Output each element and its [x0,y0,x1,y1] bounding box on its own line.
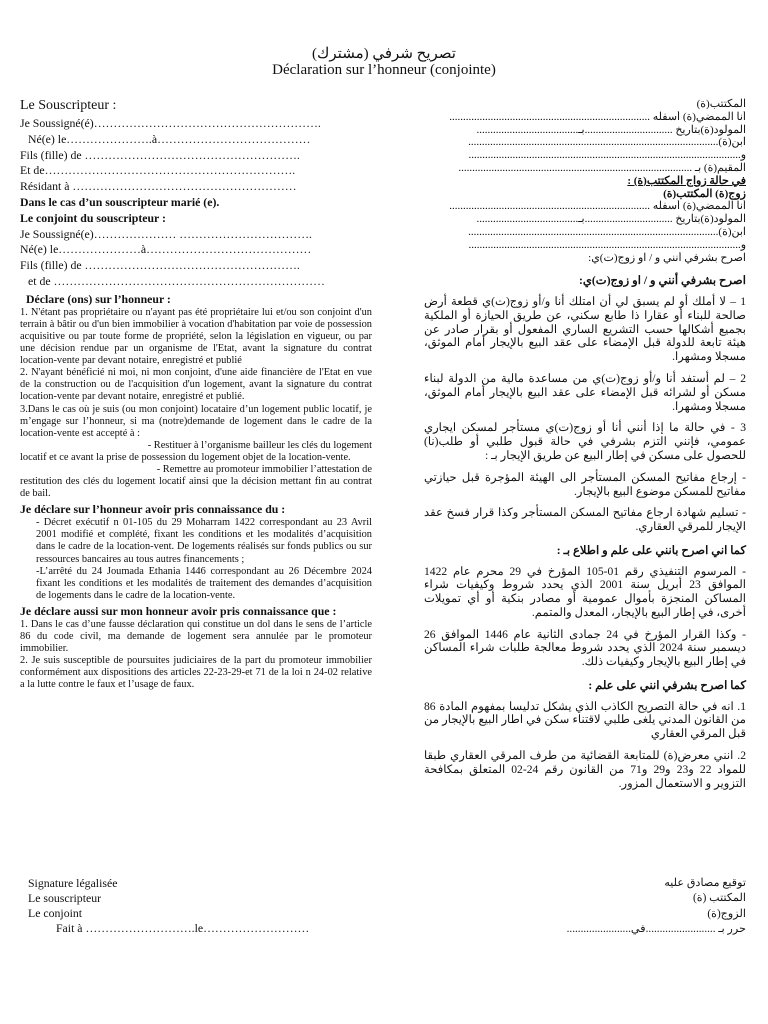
conjoint-line-name: Je Soussigné(e)………………… ……………………………. [20,226,312,241]
ar-form-name: أنا الممضي(ة) أسفله ......................................................................... [449,110,746,123]
ar-signature-subscriber: المكتتب (ة) [692,892,746,905]
declaration-3: 3.Dans le cas où je suis (ou mon conjoint) locataire d’un logement public locatif, je m’engage sur l’honneur, si ma (notre)demande de logement dans le cadre de la location-vente est accepté à : [20,403,372,439]
ar-form-address: المقيم(ة) بـ ..................................................................................... [458,161,746,174]
fait-line: Fait à ……………………….le……………………… [56,921,310,935]
form-line-mother: Et de………………………………………………………. [20,163,296,178]
ar-declaration-1: 1 – لا أملك أو لم يسبق لي أن امتلك أنا و/أو زوج(ت)ي قطعة أرض صالحة للبناء أو عقارا ذا طابع سكني، عن طريق الحيازة أو الملكية بجميع أشكالها حسب التشريع الساري المفعول أو بقرار صادر عن هيئة تابعة للدولة قبل الإمضاء على عقد البيع بالإيجار أمام الموثق، مسجلا ومشهرا. [424,294,746,364]
conjoint-heading: Le conjoint du souscripteur : [20,210,166,225]
french-declarations [20,292,372,692]
married-case: Dans le cas d’un souscripteur marié (e). [20,194,220,209]
declaration-3b-lead: - Remettre au promoteur immobilier l’attestation de [156,463,372,475]
ar-declaration-3b: - تسليم شهادة ارجاع مفاتيح المسكن المستأجر وكذا قرار فسخ عقد الإيجار للمرقي العقاري. [424,506,746,534]
ar-spouse-birth: المولود(ة)بتاريخ ................................بـ..................................... [476,213,746,226]
ar-spouse-father: ابن(ة)........................................................................................... [468,225,746,238]
ar-declaration-3a: - إرجاع مفاتيح المسكن المستأجر الى الهيئة المؤجرة قبل حيازتي مفاتيح للمسكن موضوع البيع بالإيجار. [424,470,746,498]
aussi-1: 1. Dans le cas d’une fausse déclaration qui constitue un dol dans le sens de l’article 86 du code civil, ma demande de logement sera annulée par le promoteur immobilier. [20,618,372,655]
souscripteur-heading: Le Souscripteur : [20,98,117,113]
ar-spouse-name: أنا الممضي(ة) أسفله ......................................................................... [449,200,746,213]
ar-form-birth: المولود(ة)بتاريخ ................................بـ..................................... [476,123,746,136]
signature-legalisee: Signature légalisée [28,876,118,890]
ar-signature-legalized: توقيع مصادق عليه [664,877,746,889]
arabic-column [424,98,746,790]
declaration-3b: restitution des clés du logement locatif ainsi que la décision mettant fin au contrat de bail. [20,476,372,500]
conjoint-line-father: Fils (fille) de ………………………………………………. [20,258,300,273]
ar-knowledge-heading: كما اني اصرح بانني على علم و اطلاع بـ : [556,543,746,557]
ar-married-case: في حالة زواج المكتتب(ة) : [627,174,746,187]
french-column [20,98,372,691]
ar-aware-2: 2. انني معرض(ة) للمتابعة القضائية من طرف المرقي العقاري طبقا للمواد 22 و23 و29 و71 من القانون رقم 24-02 المتعلق بمكافحة التزوير و الاستعمال المزور. [424,749,746,790]
conjoint-line-mother: et de …………………………………………………………… [28,273,325,288]
arrete-text: -L’arrêté du 24 Joumada Ethania 1446 correspondant au 26 Décembre 2024 fixant les conditions et les modalités de traitement des demandes d’acquisition de logements dans le cadre de la location-vente. [36,565,372,601]
ar-declare-heading: اصرح بشرفي أنني و / او زوج(ت)ي: [578,274,746,288]
souscripteur-form [20,116,372,290]
declaration-2: 2. N'ayant bénéficié ni moi, ni mon conjoint, d'une aide financière de l'Etat en vue de la construction ou de l'acquisition d'un logement, avant la signature du contrat location-vente par devant notaire, enregistré et publié. [20,367,372,403]
declaration-3a: locatif et ce avant la prise de possession du logement objet de la location-vente. [20,451,351,463]
arabic-form [424,98,746,264]
connaissance-heading: Je déclare sur l’honneur avoir pris connaissance du : [20,502,286,517]
aussi-2: 2. Je suis susceptible de poursuites judiciaires de la part du promoteur immobilier conformément aux dispositions des articles 22-23-29-et 71 de la loi n 24-02 relative a la lutte contre le faux et l’usage de faux. [20,655,372,691]
ar-aware-1: 1. انه في حالة التصريح الكاذب الذي يشكل تدليسا بمفهوم المادة 86 من القانون المدني يلغى طلبي لاقتناء سكن في اطار البيع بالإيجار من قبل المرقي العقاري [424,699,746,741]
title-arabic: تصريح شرفي (مشترك) [312,46,456,62]
form-line-name: Je Soussigné(é)…………………………………………………. [20,116,321,130]
signature-block-arabic [446,876,746,938]
ar-signature-spouse: الزوج(ة) [707,907,746,920]
ar-knowledge-1: - المرسوم التنفيذي رقم 01-105 المؤرخ في 29 محرم عام 1422 الموافق 23 أبريل سنة 2001 الذي يحدد شروط وكيفيات شراء المساكن المنجزة بأموال عمومية أو مصادر بنكية أو أي تمويلات أخرى، في إطار البيع بالإيجار، المعدل والمتمم. [424,564,746,619]
signature-conjoint: Le conjoint [28,906,83,920]
ar-form-father: ابن(ة)........................................................................................... [468,136,746,149]
signature-block-french [28,876,309,936]
declaration-3a-lead: - Restituer à l’organisme bailleur les clés du logement [147,439,372,451]
declare-heading: Déclare (ons) sur l’honneur : [26,291,171,306]
decret-text: - Décret exécutif n 01-105 du 29 Moharram 1422 correspondant au 23 Avril 2001 modifié et complété, fixant les conditions et les modalités d’acquisition dans le cadre de la location-vent. De logements réalisés sur fonds publics ou sur ressources bancaires au tous autres financements ; [36,517,372,565]
ar-declaration-3: 3 - في حالة ما إذا أنني أنا أو زوج(ت)ي مستأجر لمسكن ايجاري عمومي، فإنني التزم بشرفي في حالة قبول طلبي أو طلب(نا) للحصول على مسكن في إطار البيع عن طريق الإيجار بـ : [424,421,746,462]
ar-fait-line: حرر بـ .........................في....................... [566,923,746,936]
ar-spouse-heading: زوج(ة) المكتتب(ة) [663,187,746,200]
form-line-father: Fils (fille) de ………………………………………………. [20,147,300,162]
form-line-birth: Né(e) le………………….à………………………………… [28,131,311,146]
arabic-declarations [424,274,746,790]
ar-spouse-mother: و................................................................................................... [468,238,746,251]
ar-declare-line: اصرح بشرفي أنني و / او زوج(ت)ي: [588,251,746,264]
aussi-heading: Je déclare aussi sur mon honneur avoir pris connaissance que : [20,603,337,618]
title-french: Déclaration sur l’honneur (conjointe) [272,62,496,78]
ar-form-mother: و................................................................................................... [468,149,746,162]
ar-declaration-2: 2 – لم أستفد أنا و/أو زوج(ت)ي من مساعدة مالية من الدولة لبناء مسكن أو لشرائه قبل الإمضاء على عقد البيع بالإيجار أمام الموثق، مسجلا ومشهرا. [424,371,746,413]
declaration-1: 1. N'étant pas propriétaire ou n'ayant pas été propriétaire lui et/ou son conjoint d'un terrain à bâtir ou d'un bien immobilier à vocation d'habitation par voie de possession acquisitive ou par toute forme de propriété, selon la législation en vigueur, ou par une décision rendue par un organisme de l'Etat, avant la signature du contrat location-vente par devant notaire, enregistré et publié [20,306,372,367]
form-line-address: Résidant à ………………………………………………… [20,179,297,194]
ar-knowledge-2: - وكذا القرار المؤرخ في 24 جمادى الثانية عام 1446 الموافق 26 ديسمبر سنة 2024 الذي يحدد شروط معالجة طلبات شراء المساكن في إطار البيع بالإيجار وكيفيات ذلك. [424,627,746,669]
conjoint-line-birth: Né(e) le…………………à…………………………………… [20,242,312,257]
signature-souscripteur: Le souscripteur [28,891,102,905]
ar-form-label: المكتتب(ة) [696,98,746,110]
ar-aware-heading: كما اصرح بشرفي انني على علم : [588,679,746,693]
